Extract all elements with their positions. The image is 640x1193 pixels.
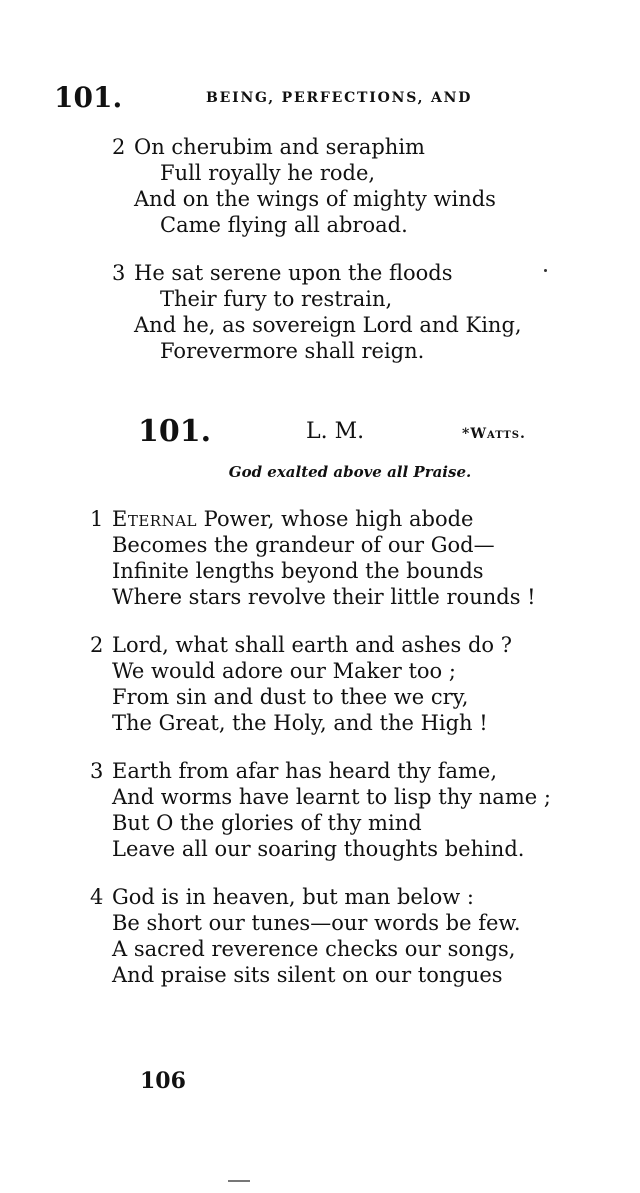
stanza-line bbox=[90, 632, 512, 658]
stanza-line bbox=[112, 134, 496, 160]
stanza-number: 1 bbox=[90, 507, 104, 531]
stanza-line-text: He sat serene upon the floods bbox=[134, 261, 453, 285]
hymn-subtitle: God exalted above all Praise. bbox=[228, 463, 472, 481]
stanza-line: And praise sits silent on our tongues bbox=[112, 963, 503, 987]
stanza-line-text: God is in heaven, but man below : bbox=[112, 885, 474, 909]
stanza-number: 3 bbox=[112, 261, 126, 285]
prev-hymn-stanza-3 bbox=[112, 260, 522, 364]
stanza-line: Infinite lengths beyond the bounds bbox=[112, 559, 484, 583]
hymn-author: *Watts. bbox=[462, 426, 526, 442]
print-mark bbox=[228, 1180, 250, 1182]
stanza-line: From sin and dust to thee we cry, bbox=[112, 685, 469, 709]
running-head-hymn-number: 101. bbox=[54, 81, 123, 114]
running-head-title: BEING, PERFECTIONS, AND bbox=[206, 90, 473, 106]
stanza-line bbox=[90, 884, 521, 910]
stanza-line: A sacred reverence checks our songs, bbox=[112, 937, 516, 961]
stanza-line-text: Earth from afar has heard thy fame, bbox=[112, 759, 498, 783]
hymn-header bbox=[138, 412, 560, 452]
stanza-line: Their fury to restrain, bbox=[160, 287, 393, 311]
hymn-meter: L. M. bbox=[306, 419, 365, 444]
stanza-line: We would adore our Maker too ; bbox=[112, 659, 456, 683]
stanza-line: Full royally he rode, bbox=[160, 161, 376, 185]
stanza-line-text: Power, whose high abode bbox=[197, 507, 474, 531]
stanza-number: 4 bbox=[90, 885, 104, 909]
page-number: 106 bbox=[140, 1068, 186, 1094]
stanza-line: The Great, the Holy, and the High ! bbox=[112, 711, 488, 735]
stanza-line: And on the wings of mighty winds bbox=[134, 187, 496, 211]
stanza-line: Forevermore shall reign. bbox=[160, 339, 425, 363]
stanza-line: And he, as sovereign Lord and King, bbox=[134, 313, 522, 337]
hymn-stanza-1 bbox=[90, 506, 536, 610]
prev-hymn-stanza-2 bbox=[112, 134, 496, 238]
stanza-line bbox=[112, 260, 522, 286]
stanza-number: 2 bbox=[112, 135, 126, 159]
stanza-number: 3 bbox=[90, 759, 104, 783]
first-word: Eternal bbox=[112, 507, 197, 531]
stanza-line-text: Lord, what shall earth and ashes do ? bbox=[112, 633, 512, 657]
stanza-line: And worms have learnt to lisp thy name ; bbox=[112, 785, 551, 809]
stanza-line: But O the glories of thy mind bbox=[112, 811, 422, 835]
stanza-line-text: On cherubim and seraphim bbox=[134, 135, 425, 159]
stanza-line: Leave all our soaring thoughts behind. bbox=[112, 837, 525, 861]
stanza-line bbox=[90, 758, 551, 784]
print-speck bbox=[544, 269, 547, 272]
stanza-line: Becomes the grandeur of our God— bbox=[112, 533, 495, 557]
hymn-stanza-2 bbox=[90, 632, 512, 736]
hymn-stanza-3 bbox=[90, 758, 551, 862]
hymn-stanza-4 bbox=[90, 884, 521, 988]
hymn-number: 101. bbox=[138, 414, 212, 449]
running-head bbox=[54, 78, 554, 118]
stanza-line: Where stars revolve their little rounds ! bbox=[112, 585, 536, 609]
stanza-line: Be short our tunes—our words be few. bbox=[112, 911, 521, 935]
stanza-line: Came flying all abroad. bbox=[160, 213, 408, 237]
stanza-number: 2 bbox=[90, 633, 104, 657]
stanza-line bbox=[90, 506, 536, 532]
